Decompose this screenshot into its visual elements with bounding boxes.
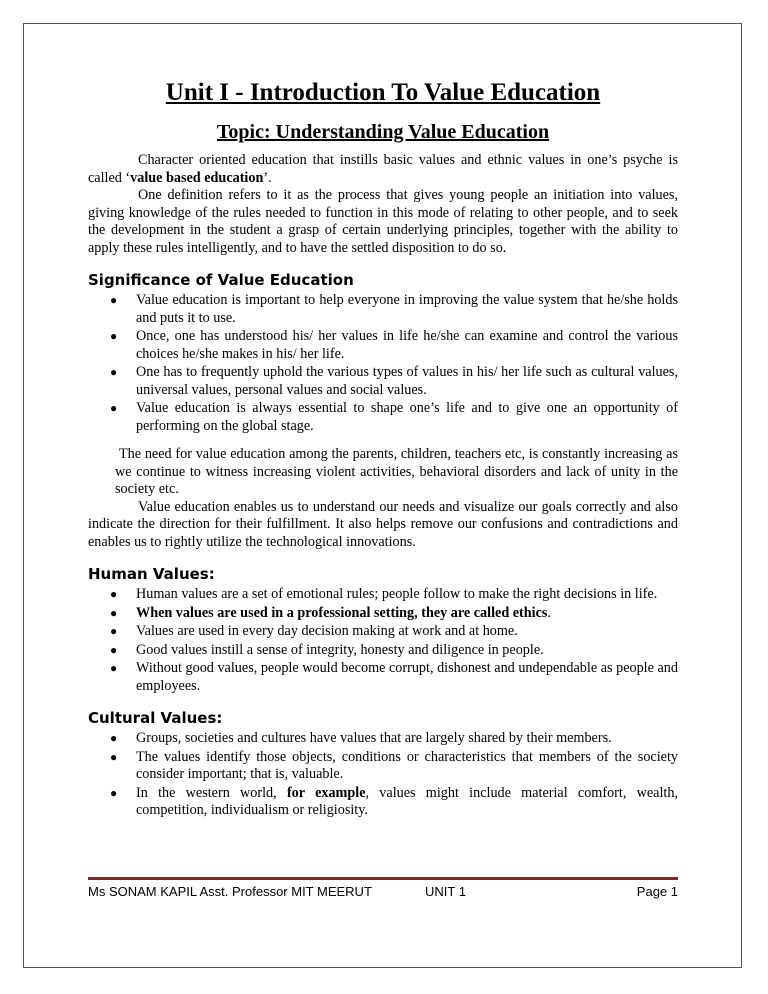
list-item-text: Groups, societies and cultures have values that are largely shared by their members. (136, 730, 612, 746)
bullet-icon: ● (110, 329, 118, 343)
list-item (88, 328, 678, 363)
cultural-values-list (88, 730, 678, 820)
list-item-text: . (547, 604, 551, 621)
significance-heading: Significance of Value Education (88, 271, 354, 289)
significance-list (88, 292, 678, 435)
topic-heading: Topic: Understanding Value Education (216, 121, 550, 143)
footer-page-number: Page 1 (636, 884, 678, 899)
significance-paragraph-2: Value education enables us to understand our needs and visualize our goals correctly and also indicate the direction for their fulfillment. It also helps remove our confusions and contradictions and enables us to rightly utilize the technological innovations. (88, 498, 678, 550)
list-item-text: Without good values, people would become corrupt, dishonest and undependable as people and employees. (136, 660, 678, 694)
list-item-text: Value education is always essential to shape one’s life and to give one an opportunity of performing on the global stage. (136, 400, 678, 434)
list-item (88, 749, 678, 784)
list-item (88, 785, 678, 820)
footer-unit: UNIT 1 (425, 884, 466, 899)
intro-bold-term: value based education (130, 169, 264, 186)
intro-text: Character oriented education that instills basic values and ethnic values in one’s psyche is called ‘ (88, 152, 678, 186)
document-title: Unit I - Introduction To Value Education (165, 79, 601, 106)
list-item (88, 642, 678, 660)
bullet-icon: ● (110, 605, 118, 620)
list-item-text: The values identify those objects, conditions or characteristics that members of the society consider important; that is, valuable. (136, 748, 678, 782)
human-values-list (88, 586, 678, 695)
footer-rule (88, 877, 678, 880)
bullet-icon: ● (110, 401, 118, 415)
bullet-icon: ● (110, 642, 118, 657)
intro-paragraph-1 (88, 152, 678, 187)
list-item (88, 730, 678, 748)
bullet-icon: ● (110, 731, 118, 745)
list-item-text: , values might include material comfort, wealth, competition, individualism or religiosity. (136, 784, 678, 818)
cultural-values-heading: Cultural Values: (88, 709, 223, 727)
list-item-text: Once, one has understood his/ her values in life he/she can examine and control the various choices he/she makes in his/ her life. (136, 328, 678, 362)
bullet-icon: ● (110, 785, 118, 800)
list-item (88, 364, 678, 399)
list-item (88, 660, 678, 695)
list-item-text: Value education is important to help everyone in improving the value system that he/she holds and puts it to use. (136, 292, 678, 326)
intro-paragraph-2: One definition refers to it as the process that gives young people an initiation into values, giving knowledge of the rules needed to function in this mode of relating to other people, and to seek the development in the student a grasp of certain underlying principles, together with the ability to apply these rules intelligently, and to have the settled disposition to do so. (88, 187, 678, 256)
intro-text-end: ’. (263, 169, 272, 186)
list-item-text: Human values are a set of emotional rules; people follow to make the right decisions in life. (136, 586, 658, 602)
list-item (88, 623, 678, 641)
list-item-text: One has to frequently uphold the various types of values in his/ her life such as cultural values, universal values, personal values and social values. (136, 364, 678, 398)
list-item-bold-text: for example (286, 784, 366, 801)
list-item (88, 586, 678, 604)
human-values-heading: Human Values: (88, 565, 215, 583)
list-item-bold-text: When values are used in a professional setting, they are called ethics (136, 604, 548, 621)
bullet-icon: ● (110, 749, 118, 764)
list-item-text: Values are used in every day decision making at work and at home. (136, 623, 518, 639)
document-body (88, 78, 678, 821)
list-item (88, 400, 678, 435)
list-item (88, 605, 678, 623)
significance-paragraph-1: The need for value education among the parents, children, teachers etc, is constantly increasing as we continue to witness increasing violent activities, behavioral disorders and lack of unity in the society etc. (115, 446, 678, 497)
list-item-text: Good values instill a sense of integrity, honesty and diligence in people. (136, 641, 544, 658)
bullet-icon: ● (110, 661, 118, 675)
footer-author: Ms SONAM KAPIL Asst. Professor MIT MEERUT (88, 884, 372, 899)
list-item (88, 292, 678, 327)
bullet-icon: ● (110, 624, 118, 638)
bullet-icon: ● (110, 365, 118, 379)
bullet-icon: ● (110, 293, 118, 307)
bullet-icon: ● (110, 587, 118, 601)
list-item-text: In the western world, (136, 784, 287, 801)
